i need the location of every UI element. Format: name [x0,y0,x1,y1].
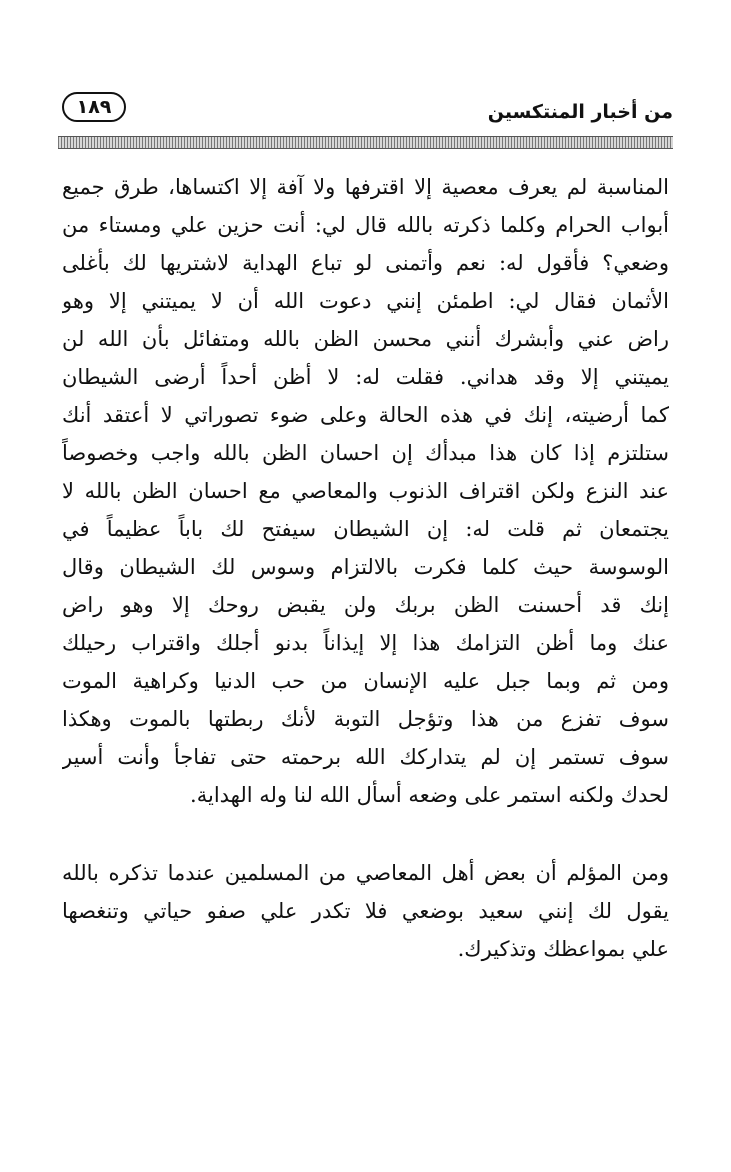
text-line: عند النزع ولكن اقتراف الذنوب والمعاصي مع احسان الظن بالله لا [62,479,669,503]
text-line: يميتني إلا وقد هداني. فقلت له: لا أظن أحداً أرضى الشيطان [62,365,669,389]
text-line: ومن المؤلم أن بعض أهل المعاصي من المسلمين عندما تذكره بالله [62,861,669,885]
text-line: الأثمان فقال لي: اطمئن إنني دعوت الله أن لا يميتني إلا وهو [62,289,669,313]
text-line: المناسبة لم يعرف معصية إلا اقترفها ولا آفة إلا اكتساها، طرق جميع [62,175,669,199]
text-line: ومن ثم وبما جبل عليه الإنسان من حب الدنيا وكراهية الموت [62,669,669,693]
text-line: إنك قد أحسنت الظن بربك ولن يقبض روحك إلا وهو راض [62,593,669,617]
page-number-badge: ١٨٩ [62,92,126,122]
text-line: علي بمواعظك وتذكيرك. [457,937,669,961]
header-divider [58,136,673,149]
text-line: عنك وما أظن التزامك هذا إلا إيذاناً بدنو أجلك واقتراب رحيلك [62,631,669,655]
paragraph-1 [62,168,669,814]
page-header [58,92,673,132]
running-title: من أخبار المنتكسين [487,101,673,123]
text-line: ستلتزم إذا كان هذا مبدأك إن احسان الظن بالله واجب وخصوصاً [62,441,669,465]
page-body [62,168,669,968]
text-line: سوف تفزع من هذا وتؤجل التوبة لأنك ربطتها بالموت وهكذا [62,707,669,731]
text-line: سوف تستمر إن لم يتداركك الله برحمته حتى تفاجأ وأنت أسير [62,745,669,769]
text-line: الوسوسة حيث كلما فكرت بالالتزام وسوس لك الشيطان وقال [62,555,669,579]
text-line: يقول لك إنني سعيد بوضعي فلا تكدر علي صفو حياتي وتنغصها [62,899,669,923]
text-line: يجتمعان ثم قلت له: إن الشيطان سيفتح لك باباً عظيماً في [62,517,669,541]
text-line: راض عني وأبشرك أنني محسن الظن بالله ومتفائل بأن الله لن [62,327,669,351]
text-line: لحدك ولكنه استمر على وضعه أسأل الله لنا وله الهداية. [190,783,669,807]
paragraph-2 [62,854,669,968]
text-line: وضعي؟ فأقول له: نعم وأتمنى لو تباع الهداية لاشتريها لك بأغلى [62,251,669,275]
text-line: كما أرضيته، إنك في هذه الحالة وعلى ضوء تصوراتي لا أعتقد أنك [62,403,669,427]
text-line: أبواب الحرام وكلما ذكرته بالله قال لي: أنت حزين علي ومستاء من [62,213,669,237]
